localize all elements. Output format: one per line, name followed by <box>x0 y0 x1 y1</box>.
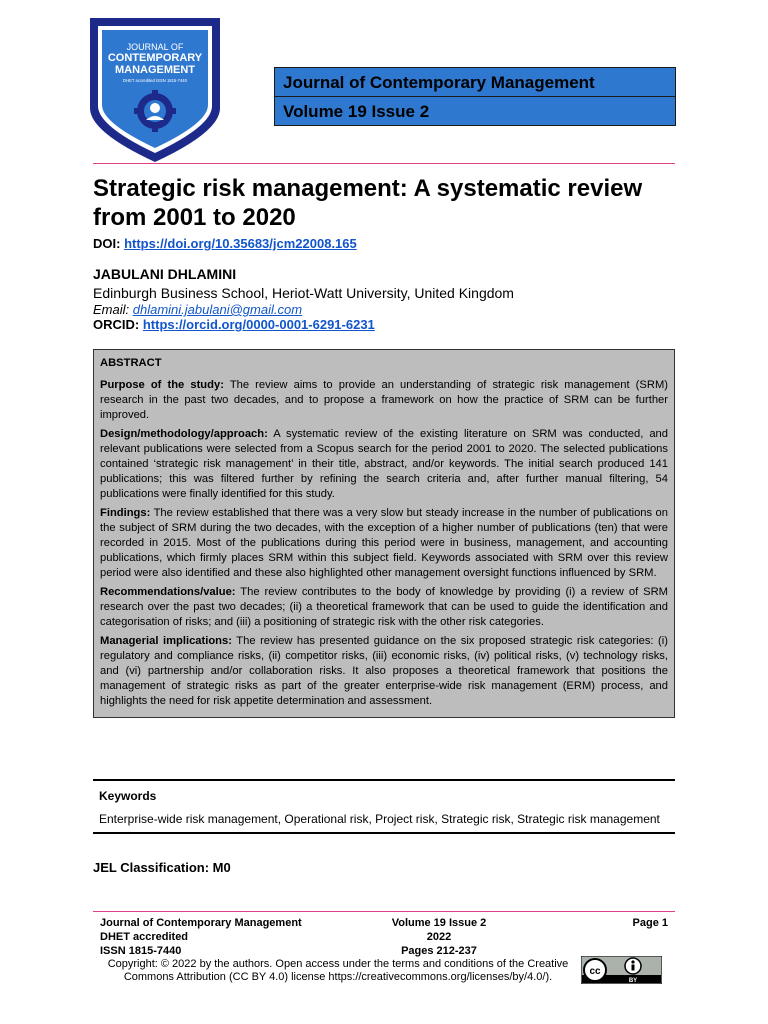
logo-line3: MANAGEMENT <box>114 64 196 76</box>
doi-link[interactable]: https://doi.org/10.35683/jcm22008.165 <box>124 236 357 251</box>
attribution-person-icon <box>625 958 641 974</box>
section-label: Design/methodology/approach: <box>100 428 268 440</box>
section-label: Findings: <box>100 507 151 519</box>
section-text: The review has presented guidance on the six proposed strategic risk categories: (i) regulatory and compliance risks, (ii) competitor risks, (iii) economic risks, (iv) political risks, (v) technology risks, and (vi) partnership and/or collaboration risks. It also proposes a theoretical framework that positions the management of strategic risks as part of the greater enterprise-wide risk management (ERM) process, and highlights the need for risk appetite determination and assessment. <box>100 635 668 707</box>
abstract-implications <box>100 634 668 709</box>
section-label: Managerial implications: <box>100 635 232 647</box>
email-link[interactable]: dhlamini.jabulani@gmail.com <box>132 302 303 317</box>
author-affiliation: Edinburgh Business School, Heriot-Watt University, United Kingdom <box>93 285 514 301</box>
abstract-recommendations <box>100 585 668 630</box>
footer-volume-issue: Volume 19 Issue 2 <box>391 917 487 929</box>
footer-year: 2022 <box>426 931 452 943</box>
svg-text:cc: cc <box>589 966 601 977</box>
cc-by-label: BY <box>628 978 638 984</box>
article-title: Strategic risk management: A systematic review from 2001 to 2020 <box>93 175 643 231</box>
orcid-link[interactable]: https://orcid.org/0000-0001-6291-6231 <box>142 317 375 332</box>
keywords-heading: Keywords <box>99 789 157 803</box>
footer-pages: Pages 212-237 <box>401 945 477 957</box>
journal-name: Journal of Contemporary Management <box>275 68 675 96</box>
orcid-line <box>93 317 375 332</box>
keywords-bottom-rule <box>93 832 675 834</box>
keywords-list: Enterprise-wide risk management, Operational risk, Project risk, Strategic risk, Strategic risk management <box>99 812 660 826</box>
footer-accreditation: DHET accredited <box>100 931 189 943</box>
section-label: Recommendations/value: <box>100 586 236 598</box>
doi-line <box>93 236 357 251</box>
author-name: JABULANI DHLAMINI <box>93 266 237 282</box>
footer-page-number: Page 1 <box>632 917 668 929</box>
header-divider <box>93 163 675 164</box>
logo-line4: DHET accredited ISSN 1815-7440 <box>123 78 187 83</box>
abstract-heading: ABSTRACT <box>100 357 162 369</box>
logo-line1: JOURNAL OF <box>126 42 184 52</box>
copyright-notice: Copyright: © 2022 by the authors. Open access under the terms and conditions of the Creative Commons Attribution (CC BY 4.0) license https://creativecommons.org/licenses/by/4.0/). <box>107 958 569 983</box>
orcid-label: ORCID: <box>93 317 140 332</box>
journal-logo <box>88 16 222 164</box>
section-text: A systematic review of the existing literature on SRM was conducted, and relevant publications were selected from a Scopus search for the period 2001 to 2020. The selected publications contained ‘strategic risk management’ in their title, abstract, and/or keywords. The initial search produced 141 publications; this was filtered further by refining the search criteria and, after further manual filtering, 54 publications were finally identified for this study. <box>100 428 668 500</box>
doi-label: DOI: <box>93 236 121 251</box>
abstract-purpose <box>100 378 668 423</box>
abstract-design <box>100 427 668 502</box>
keywords-top-rule <box>93 779 675 781</box>
section-label: Purpose of the study: <box>100 379 224 391</box>
cc-by-license-badge[interactable] <box>581 956 662 984</box>
section-text: The review aims to provide an understanding of strategic risk management (SRM) research in the past two decades, and to propose a framework on how the practice of SRM can be further improved. <box>100 379 668 421</box>
abstract-findings <box>100 506 668 581</box>
footer-journal-info <box>100 916 302 958</box>
footer-journal-name: Journal of Contemporary Management <box>100 917 302 929</box>
section-text: The review established that there was a very slow but steady increase in the number of publications on the subject of SRM during the two decades, with the exception of a higher number of publications (ten) that were recorded in 2015. Most of the publications during this period were in business, management, and accounting publications, which firmly places SRM within this subject field. Keywords associated with SRM over this review period were also identified and these also highlighted other management oversight functions influenced by SRM. <box>100 507 668 579</box>
email-label: Email: <box>93 302 130 317</box>
cc-icon <box>584 959 606 981</box>
footer-divider <box>93 911 675 912</box>
logo-line2: CONTEMPORARY <box>107 52 203 64</box>
footer-issn: ISSN 1815-7440 <box>100 945 182 957</box>
volume-issue: Volume 19 Issue 2 <box>275 96 675 125</box>
email-line <box>93 302 302 317</box>
jel-classification: JEL Classification: M0 <box>93 860 231 875</box>
footer-issue-info <box>380 916 498 958</box>
abstract-box <box>93 349 675 718</box>
section-text: The review contributes to the body of knowledge by providing (i) a review of SRM research over the past two decades; (ii) a theoretical framework that can be used to guide the identification and categorisation of risks; and (iii) a positioning of strategic risk with the other risk categories. <box>100 586 668 628</box>
journal-header-box <box>274 67 676 126</box>
